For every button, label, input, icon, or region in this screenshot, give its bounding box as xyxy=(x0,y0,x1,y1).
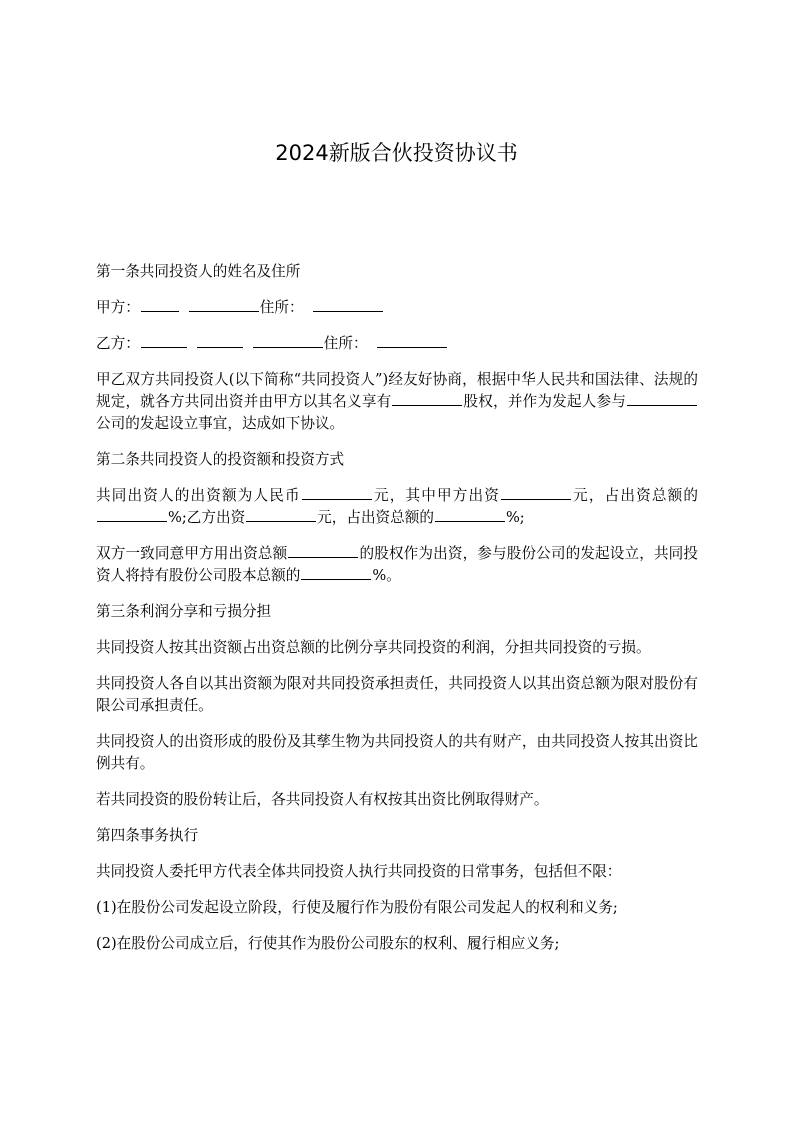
blank-field xyxy=(501,485,571,500)
section-3-heading: 第三条利润分享和亏损分担 xyxy=(96,603,272,620)
blank-field xyxy=(189,297,259,312)
blank-field xyxy=(141,333,187,348)
section-4-item-1: (1)在股份公司发起设立阶段，行使及履行作为股份有限公司发起人的权利和义务; xyxy=(96,899,618,916)
blank-field xyxy=(288,543,358,558)
blank-field xyxy=(313,297,383,312)
party-a-label: 甲方： xyxy=(96,299,140,316)
address-label: 住所： xyxy=(259,299,304,316)
blank-field xyxy=(377,333,447,348)
blank-field xyxy=(302,485,372,500)
address-label: 住所： xyxy=(323,335,368,352)
section-4-heading: 第四条事务执行 xyxy=(96,827,199,844)
section-2-paragraph-1: 共同出资人的出资额为人民币 元，其中甲方出资 元，占出资总额的%;乙方出资 元，占出资总额的 %; xyxy=(96,487,698,526)
section-4-paragraph-1: 共同投资人委托甲方代表全体共同投资人执行共同投资的日常事务，包括但不限： xyxy=(96,863,622,880)
section-3-paragraph-4: 若共同投资的股份转让后，各共同投资人有权按其出资比例取得财产。 xyxy=(96,791,549,808)
section-2-paragraph-2: 双方一致同意甲方用出资总额 的股权作为出资，参与股份公司的发起设立，共同投资人将持有股份公司股本总额的 %。 xyxy=(96,545,698,584)
blank-field xyxy=(627,391,697,406)
blank-field xyxy=(435,507,505,522)
section-3-paragraph-2: 共同投资人各自以其出资额为限对共同投资承担责任，共同投资人以其出资总额为限对股份有限公司承担责任。 xyxy=(96,675,698,714)
section-3-paragraph-1: 共同投资人按其出资额占出资总额的比例分享共同投资的利润，分担共同投资的亏损。 xyxy=(96,639,651,656)
section-3-paragraph-3: 共同投资人的出资形成的股份及其孳生物为共同投资人的共有财产，由共同投资人按其出资比例共有。 xyxy=(96,733,698,772)
party-a-line xyxy=(96,297,698,319)
blank-field xyxy=(197,333,243,348)
document-body xyxy=(96,261,698,969)
section-4-item-2: (2)在股份公司成立后，行使其作为股份公司股东的权利、履行相应义务; xyxy=(96,935,560,952)
document-title: 2024新版合伙投资协议书 xyxy=(275,141,518,165)
blank-field xyxy=(301,565,371,580)
blank-field xyxy=(97,507,167,522)
section-2-heading: 第二条共同投资人的投资额和投资方式 xyxy=(96,451,345,468)
blank-field xyxy=(392,391,462,406)
section-1-paragraph: 甲乙双方共同投资人(以下简称“共同投资人”)经友好协商，根据中华人民共和国法律、法规的规定，就各方共同出资并由甲方以其名义享有 股权，并作为发起人参与公司的发起设立事宜，达成如下协议。 xyxy=(96,371,698,432)
blank-field xyxy=(246,507,316,522)
section-1-heading: 第一条共同投资人的姓名及住所 xyxy=(96,263,301,280)
party-b-line xyxy=(96,333,698,355)
blank-field xyxy=(253,333,323,348)
blank-field xyxy=(141,297,179,312)
party-b-label: 乙方： xyxy=(96,335,140,352)
